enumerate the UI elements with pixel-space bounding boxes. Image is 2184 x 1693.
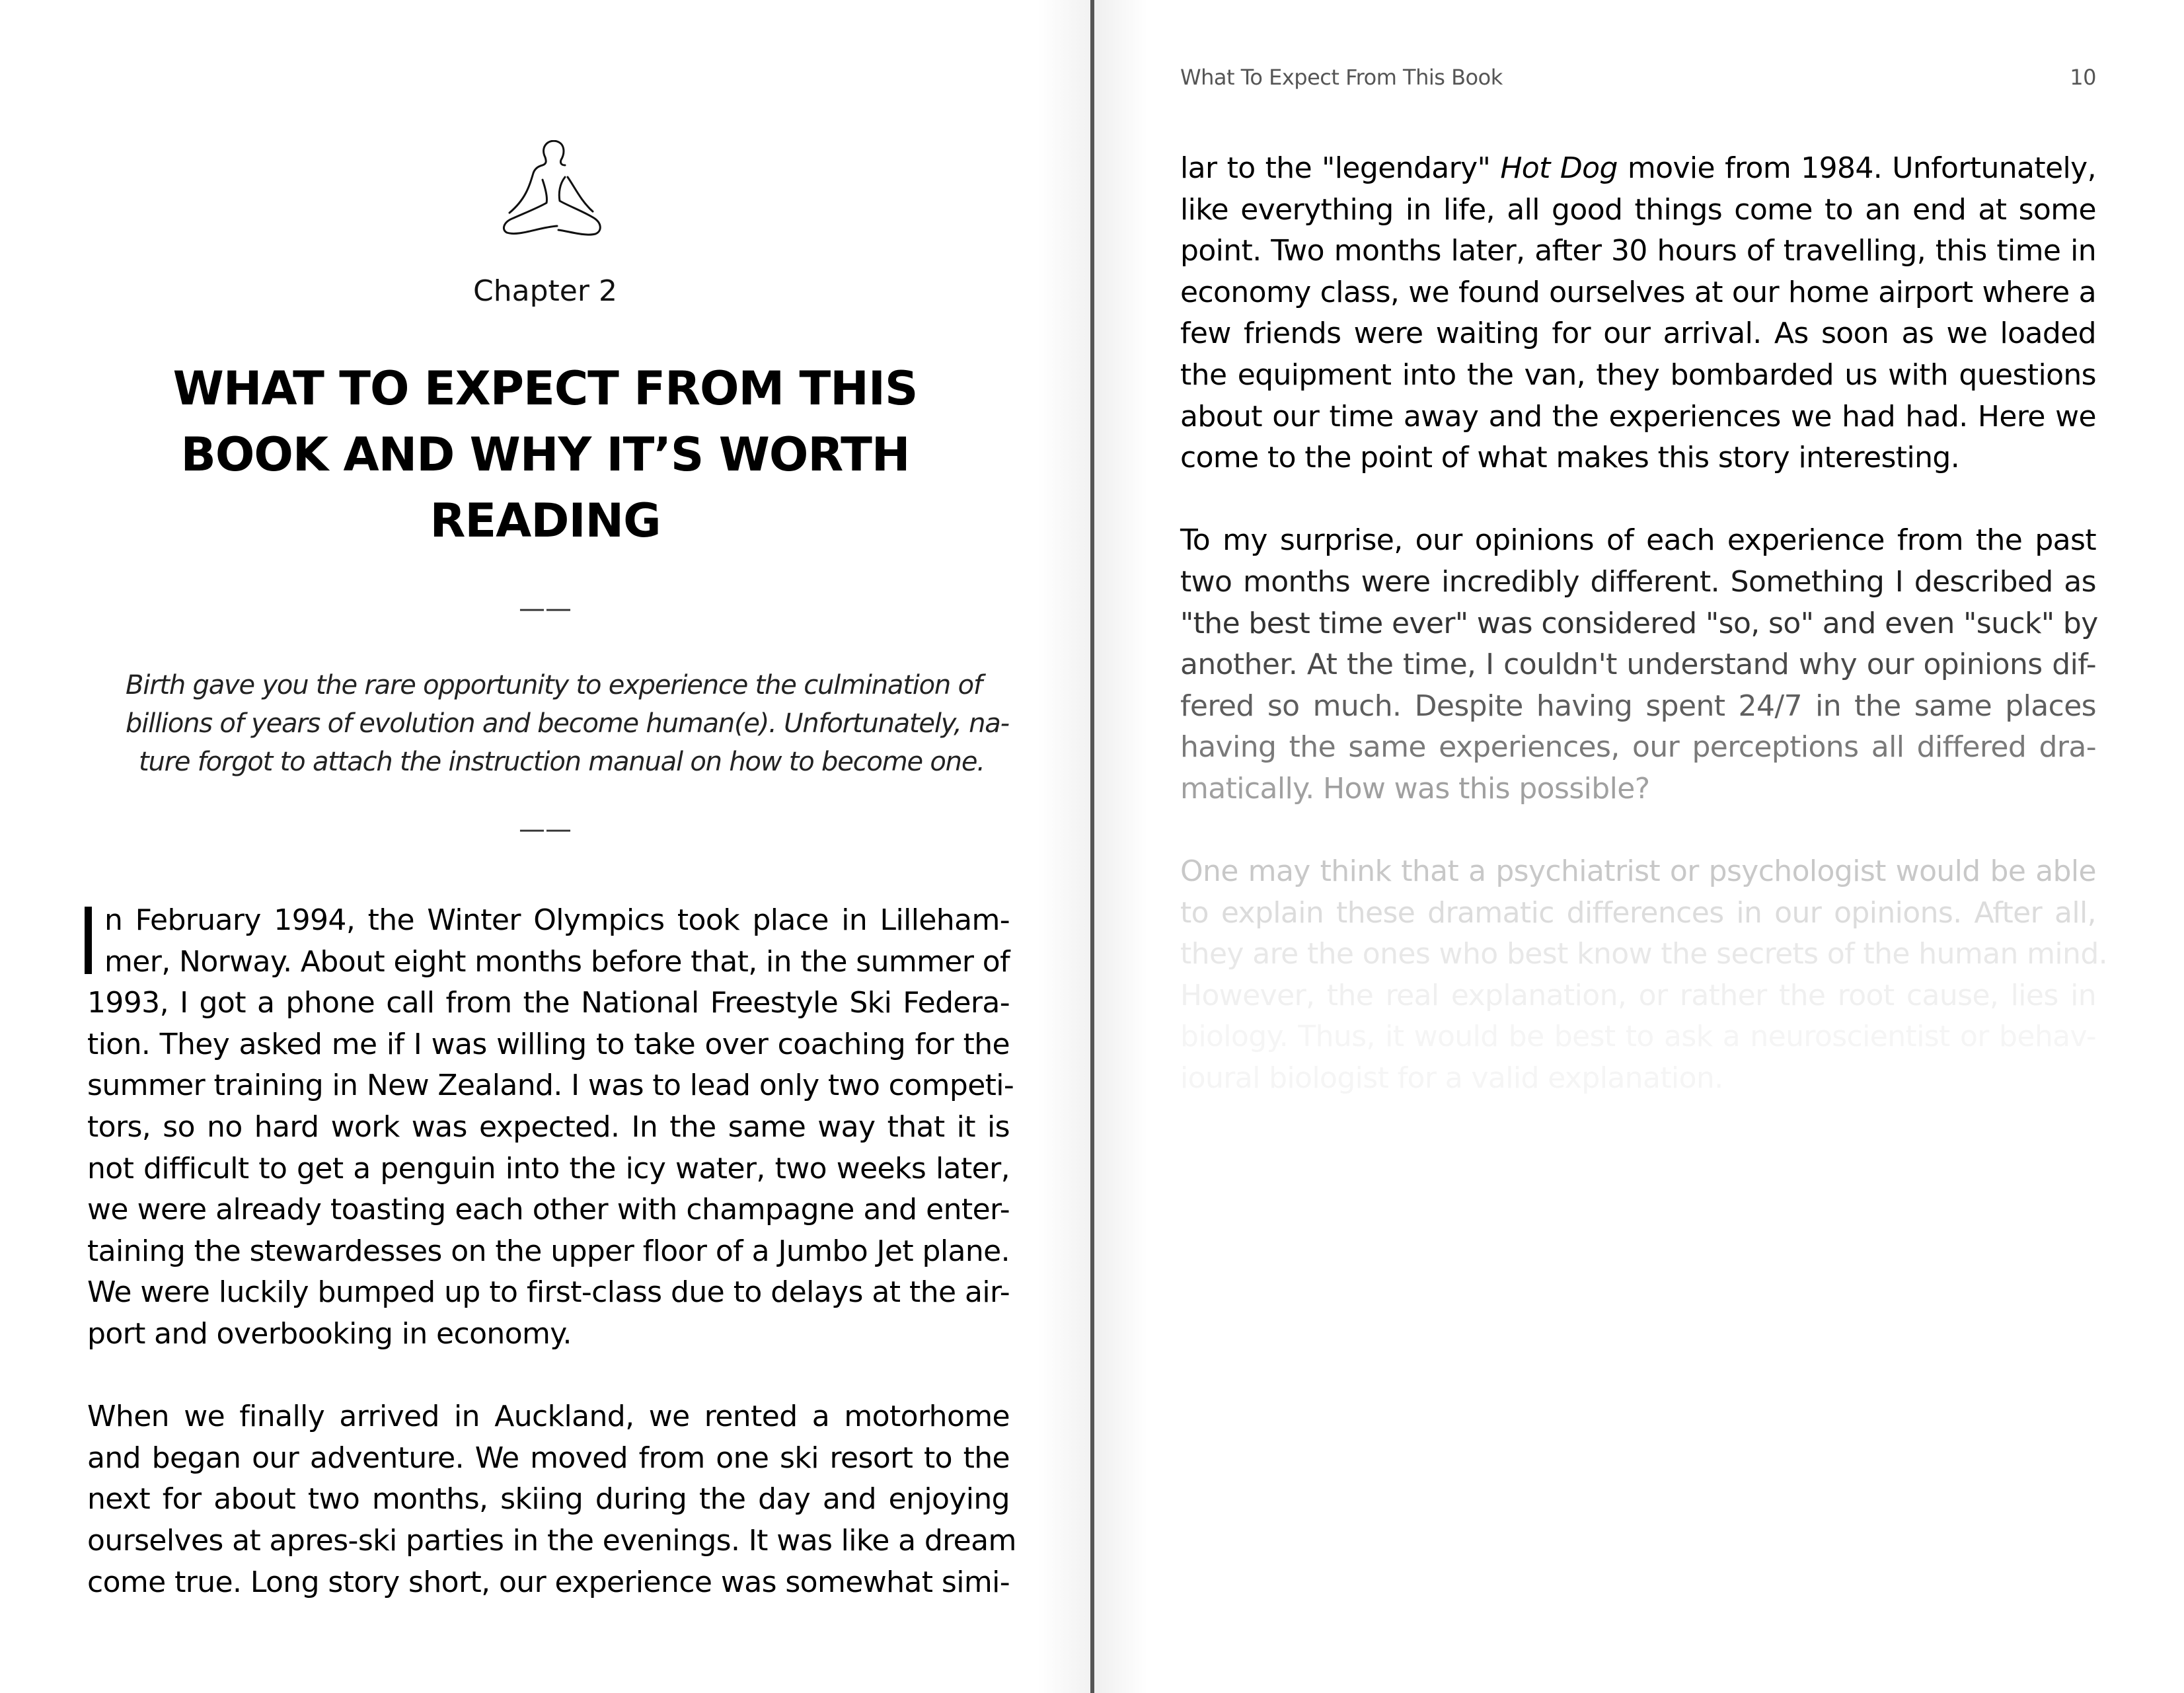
text-line: summer training in New Zealand. I was to lead only two competi- xyxy=(87,1069,1014,1103)
text-line: tors, so no hard work was expected. In the same way that it is xyxy=(87,1110,1010,1144)
text-line: come true. Long story short, our experience was somewhat simi- xyxy=(87,1565,1010,1599)
text-line: come to the point of what makes this story interesting. xyxy=(1180,441,1960,475)
movie-title: Hot Dog xyxy=(1500,151,1618,185)
text-line: mer, Norway. About eight months before that, in the summer of xyxy=(104,944,1010,979)
text-line: and began our adventure. We moved from one ski resort to the xyxy=(87,1441,1010,1475)
section-separator: —— xyxy=(519,593,572,624)
text-line: One may think that a psychiatrist or psychologist would be able xyxy=(1180,854,2096,889)
text-line: To my surprise, our opinions of each experience from the past xyxy=(1180,523,2096,558)
chapter-title-line: READING xyxy=(430,494,661,548)
text-line: they are the ones who best know the secrets of the human mind. xyxy=(1180,937,2108,971)
text-line: few friends were waiting for our arrival. As soon as we loaded xyxy=(1180,317,2096,351)
text-line: However, the real explanation, or rather the root cause, lies in xyxy=(1180,978,2096,1012)
chapter-label: Chapter 2 xyxy=(473,274,617,308)
text-line: about our time away and the experiences we had had. Here we xyxy=(1180,399,2096,433)
chapter-title-line: BOOK AND WHY IT’S WORTH xyxy=(180,428,910,482)
text-line: ourselves at apres-ski parties in the evenings. It was like a dream xyxy=(87,1523,1016,1558)
text-line: matically. How was this possible? xyxy=(1180,771,1650,806)
section-separator: —— xyxy=(519,814,572,845)
epigraph-line: ture forgot to attach the instruction manual on how to become one. xyxy=(139,747,985,777)
epigraph-line: billions of years of evolution and become human(e). Unfortunately, na- xyxy=(126,708,1009,739)
meditation-figure-icon xyxy=(499,140,611,246)
text-line: not difficult to get a penguin into the icy water, two weeks later, xyxy=(87,1151,1010,1185)
text-line: "the best time ever" was considered "so, so" and even "suck" by xyxy=(1180,606,2098,640)
text-line: taining the stewardesses on the upper floor of a Jumbo Jet plane. xyxy=(87,1234,1010,1268)
left-body-text xyxy=(87,900,1016,1603)
running-head-title: What To Expect From This Book xyxy=(1180,65,1503,90)
text-span: lar to the "legendary" xyxy=(1180,151,1501,185)
text-line: When we finally arrived in Auckland, we rented a motorhome xyxy=(87,1400,1010,1434)
chapter-title xyxy=(99,356,991,554)
text-line: like everything in life, all good things come to an end at some xyxy=(1180,192,2096,227)
text-line: having the same experiences, our perceptions all differed dra- xyxy=(1180,730,2096,765)
text-line: two months were incredibly different. Something I described as xyxy=(1180,564,2096,599)
text-line: biology. Thus, it would be best to ask a neuroscientist or behav- xyxy=(1180,1020,2096,1054)
text-line: the equipment into the van, they bombarded us with questions xyxy=(1180,357,2096,392)
left-page[interactable] xyxy=(0,0,1090,1693)
text-line: next for about two months, skiing during the day and enjoying xyxy=(87,1482,1010,1517)
text-line: economy class, we found ourselves at our home airport where a xyxy=(1180,275,2096,309)
text-line: we were already toasting each other with champagne and enter- xyxy=(87,1193,1010,1227)
epigraph-line: Birth gave you the rare opportunity to experience the culmination of xyxy=(126,670,982,700)
text-span: movie from 1984. Unfortunately, xyxy=(1617,151,2096,185)
text-line: point. Two months later, after 30 hours of travelling, this time in xyxy=(1180,234,2096,268)
page-number: 10 xyxy=(2070,65,2096,90)
chapter-title-line: WHAT TO EXPECT FROM THIS xyxy=(172,361,918,416)
text-line: ioural biologist for a valid explanation. xyxy=(1180,1061,1723,1096)
right-body-text xyxy=(1180,148,2108,1100)
text-line: to explain these dramatic differences in our opinions. After all, xyxy=(1180,895,2096,930)
text-line: 1993, I got a phone call from the National Freestyle Ski Federa- xyxy=(87,986,1010,1020)
text-line: port and overbooking in economy. xyxy=(87,1316,572,1351)
text-line: another. At the time, I couldn't understand why our opinions dif- xyxy=(1180,648,2096,682)
text-line: n February 1994, the Winter Olympics took place in Lilleham- xyxy=(104,903,1010,937)
text-line: tion. They asked me if I was willing to take over coaching for the xyxy=(87,1027,1010,1061)
epigraph xyxy=(126,666,1009,781)
text-line: fered so much. Despite having spent 24/7 in the same places xyxy=(1180,689,2096,723)
text-line xyxy=(1180,148,2096,190)
text-line: We were luckily bumped up to first-class due to delays at the air- xyxy=(87,1275,1010,1310)
